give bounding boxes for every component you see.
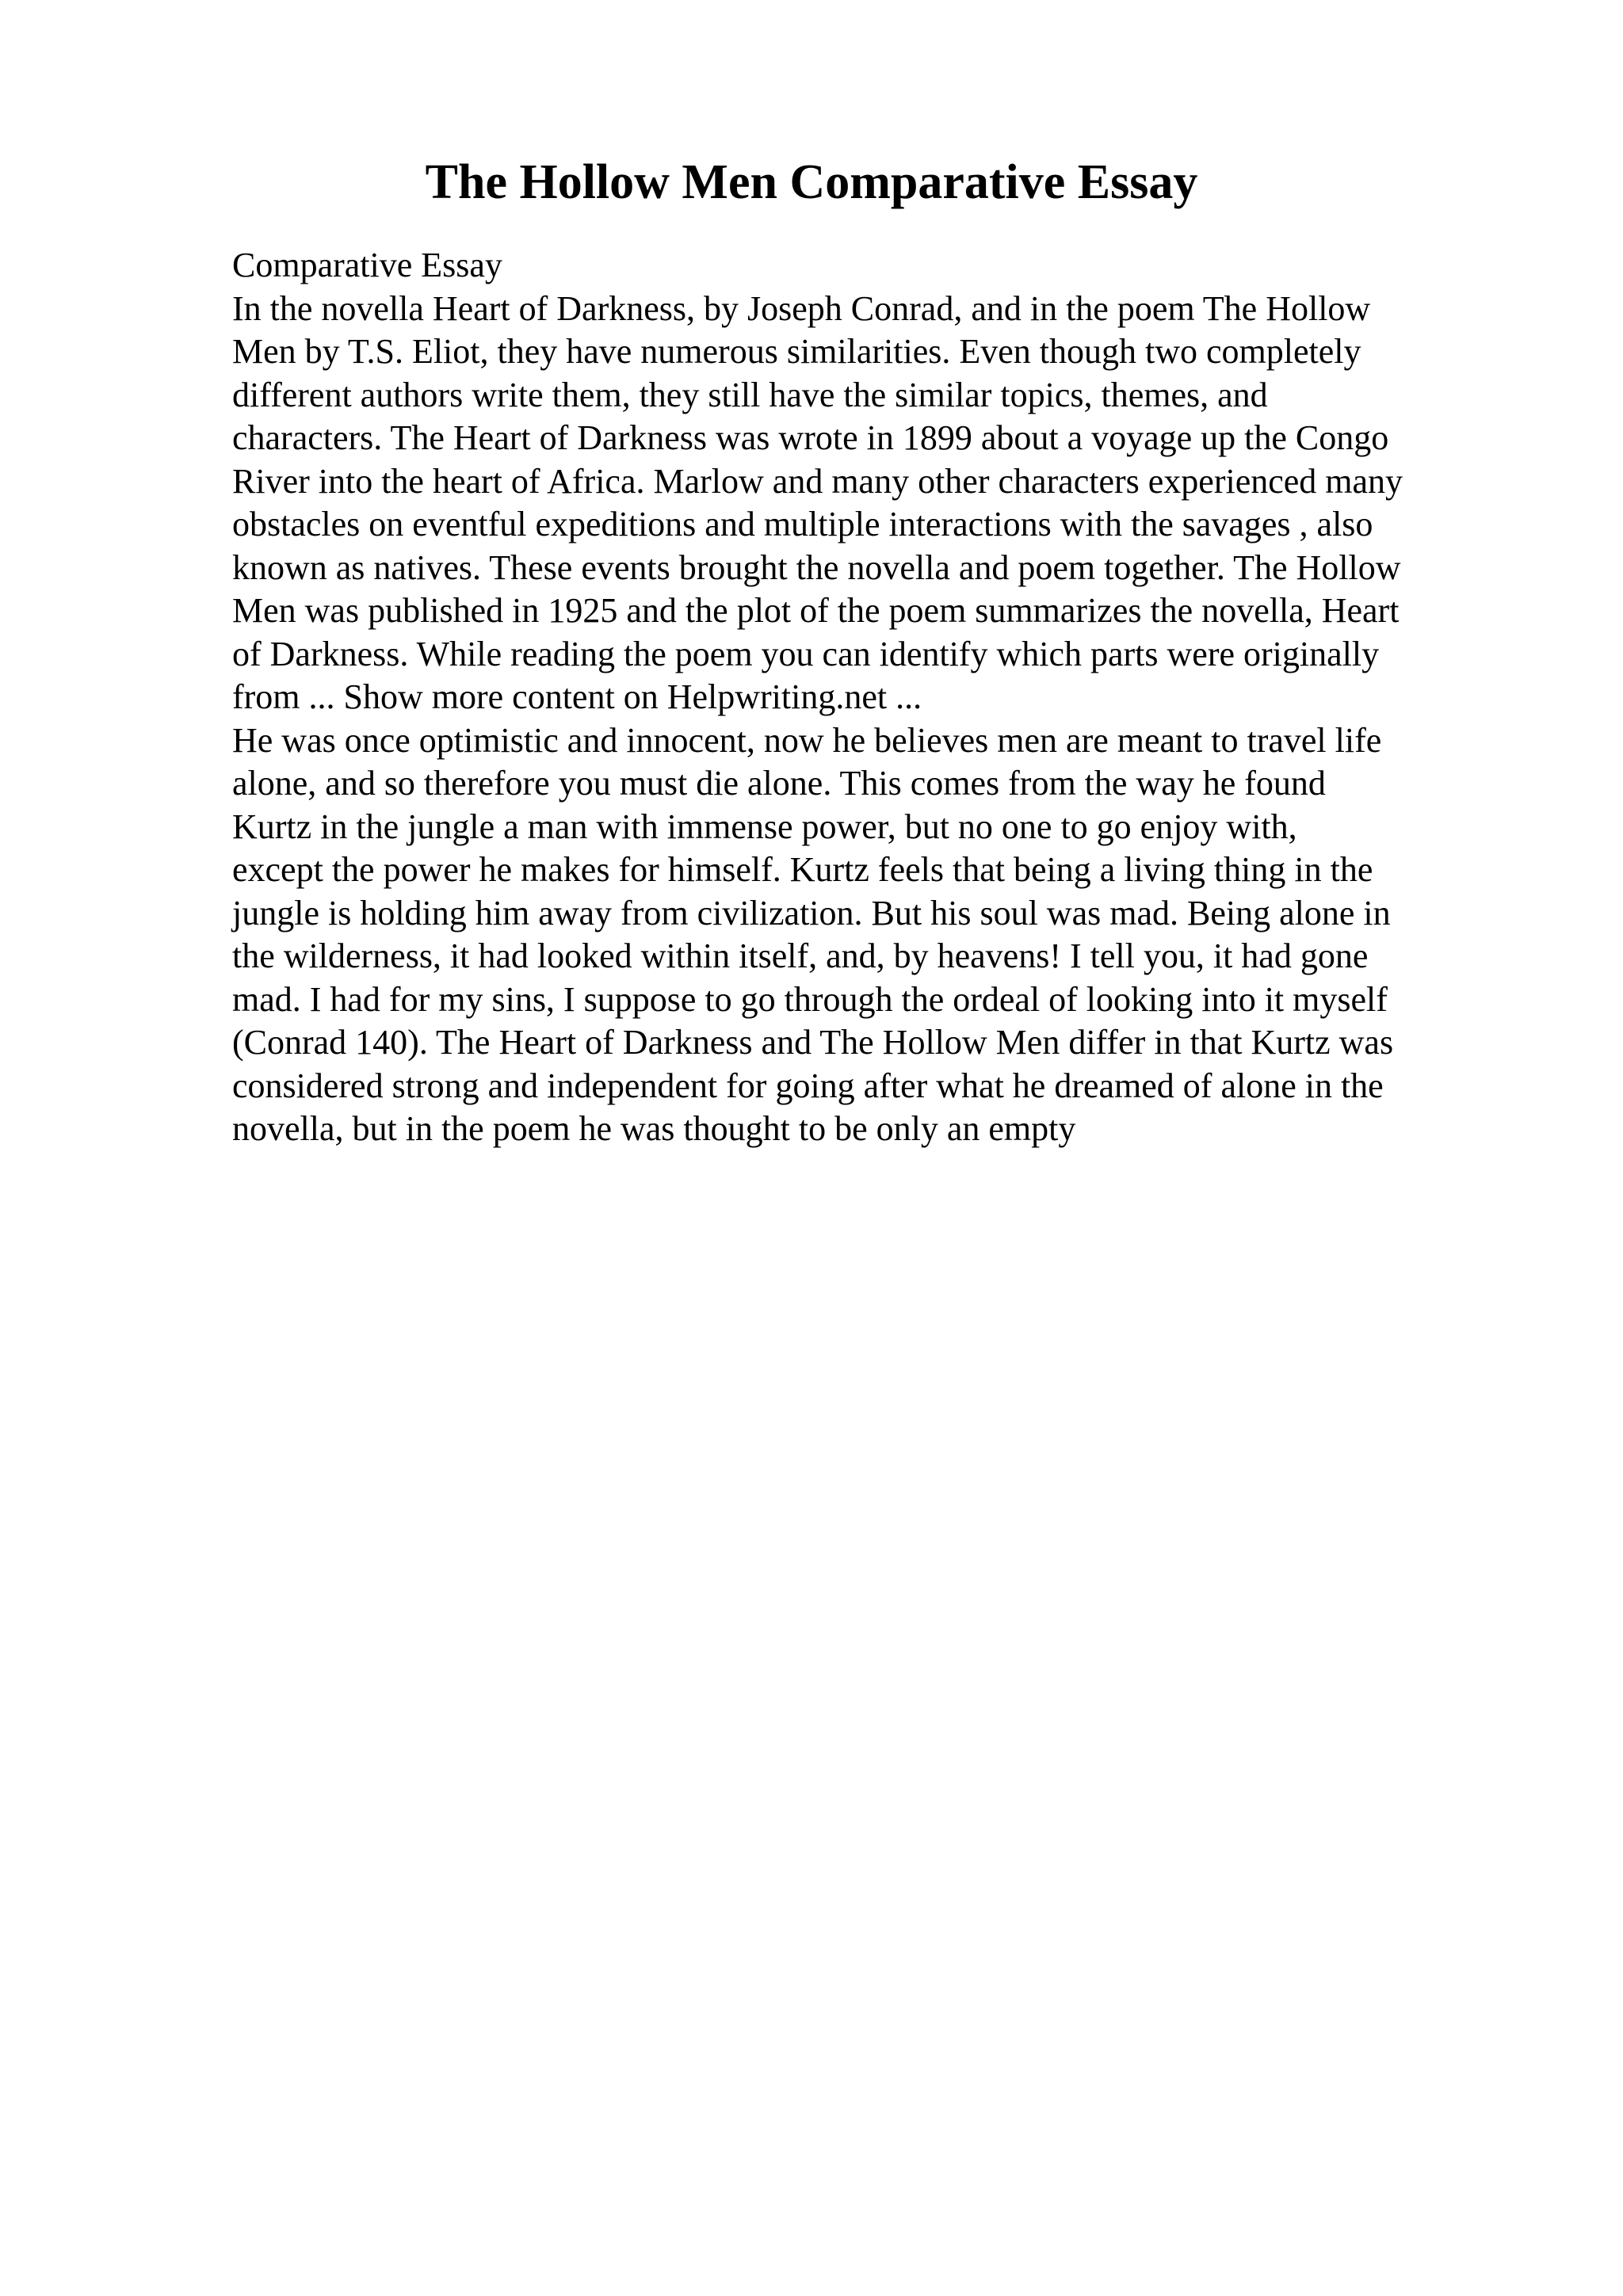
essay-line: He was once optimistic and innocent, now he believes men are meant to travel life [232,720,1382,760]
essay-line: of Darkness. While reading the poem you can identify which parts were originally [232,634,1380,673]
essay-line: Men by T.S. Eliot, they have numerous similarities. Even though two completely [232,332,1361,371]
essay-line: from ... Show more content on Helpwriting.net ... [232,677,922,716]
essay-line: the wilderness, it had looked within itself, and, by heavens! I tell you, it had gone [232,936,1369,975]
essay-line: Comparative Essay [232,246,502,284]
essay-line: known as natives. These events brought the novella and poem together. The Hollow [232,547,1401,587]
essay-line: jungle is holding him away from civilization. But his soul was mad. Being alone in [232,893,1391,933]
essay-line: characters. The Heart of Darkness was wrote in 1899 about a voyage up the Congo [232,418,1389,457]
essay-line: obstacles on eventful expeditions and multiple interactions with the savages , also [232,505,1373,543]
essay-line: In the novella Heart of Darkness, by Joseph Conrad, and in the poem The Hollow [232,288,1371,328]
essay-line: mad. I had for my sins, I suppose to go through the ordeal of looking into it myself [232,979,1388,1019]
essay-line: alone, and so therefore you must die alone. This comes from the way he found [232,764,1326,803]
essay-line: Men was published in 1925 and the plot of the poem summarizes the novella, Heart [232,591,1400,630]
essay-line: except the power he makes for himself. Kurtz feels that being a living thing in the [232,850,1373,889]
essay-body [232,244,1500,1151]
essay-line: considered strong and independent for going after what he dreamed of alone in the [232,1066,1384,1105]
document-title: The Hollow Men Comparative Essay [425,155,1198,209]
essay-line: Kurtz in the jungle a man with immense power, but no one to go enjoy with, [232,807,1297,846]
essay-line: novella, but in the poem he was thought to be only an empty [232,1109,1076,1148]
essay-line: different authors write them, they still have the similar topics, themes, and [232,375,1268,414]
essay-line: River into the heart of Africa. Marlow and many other characters experienced many [232,461,1403,501]
essay-line: (Conrad 140). The Heart of Darkness and The Hollow Men differ in that Kurtz was [232,1023,1394,1062]
